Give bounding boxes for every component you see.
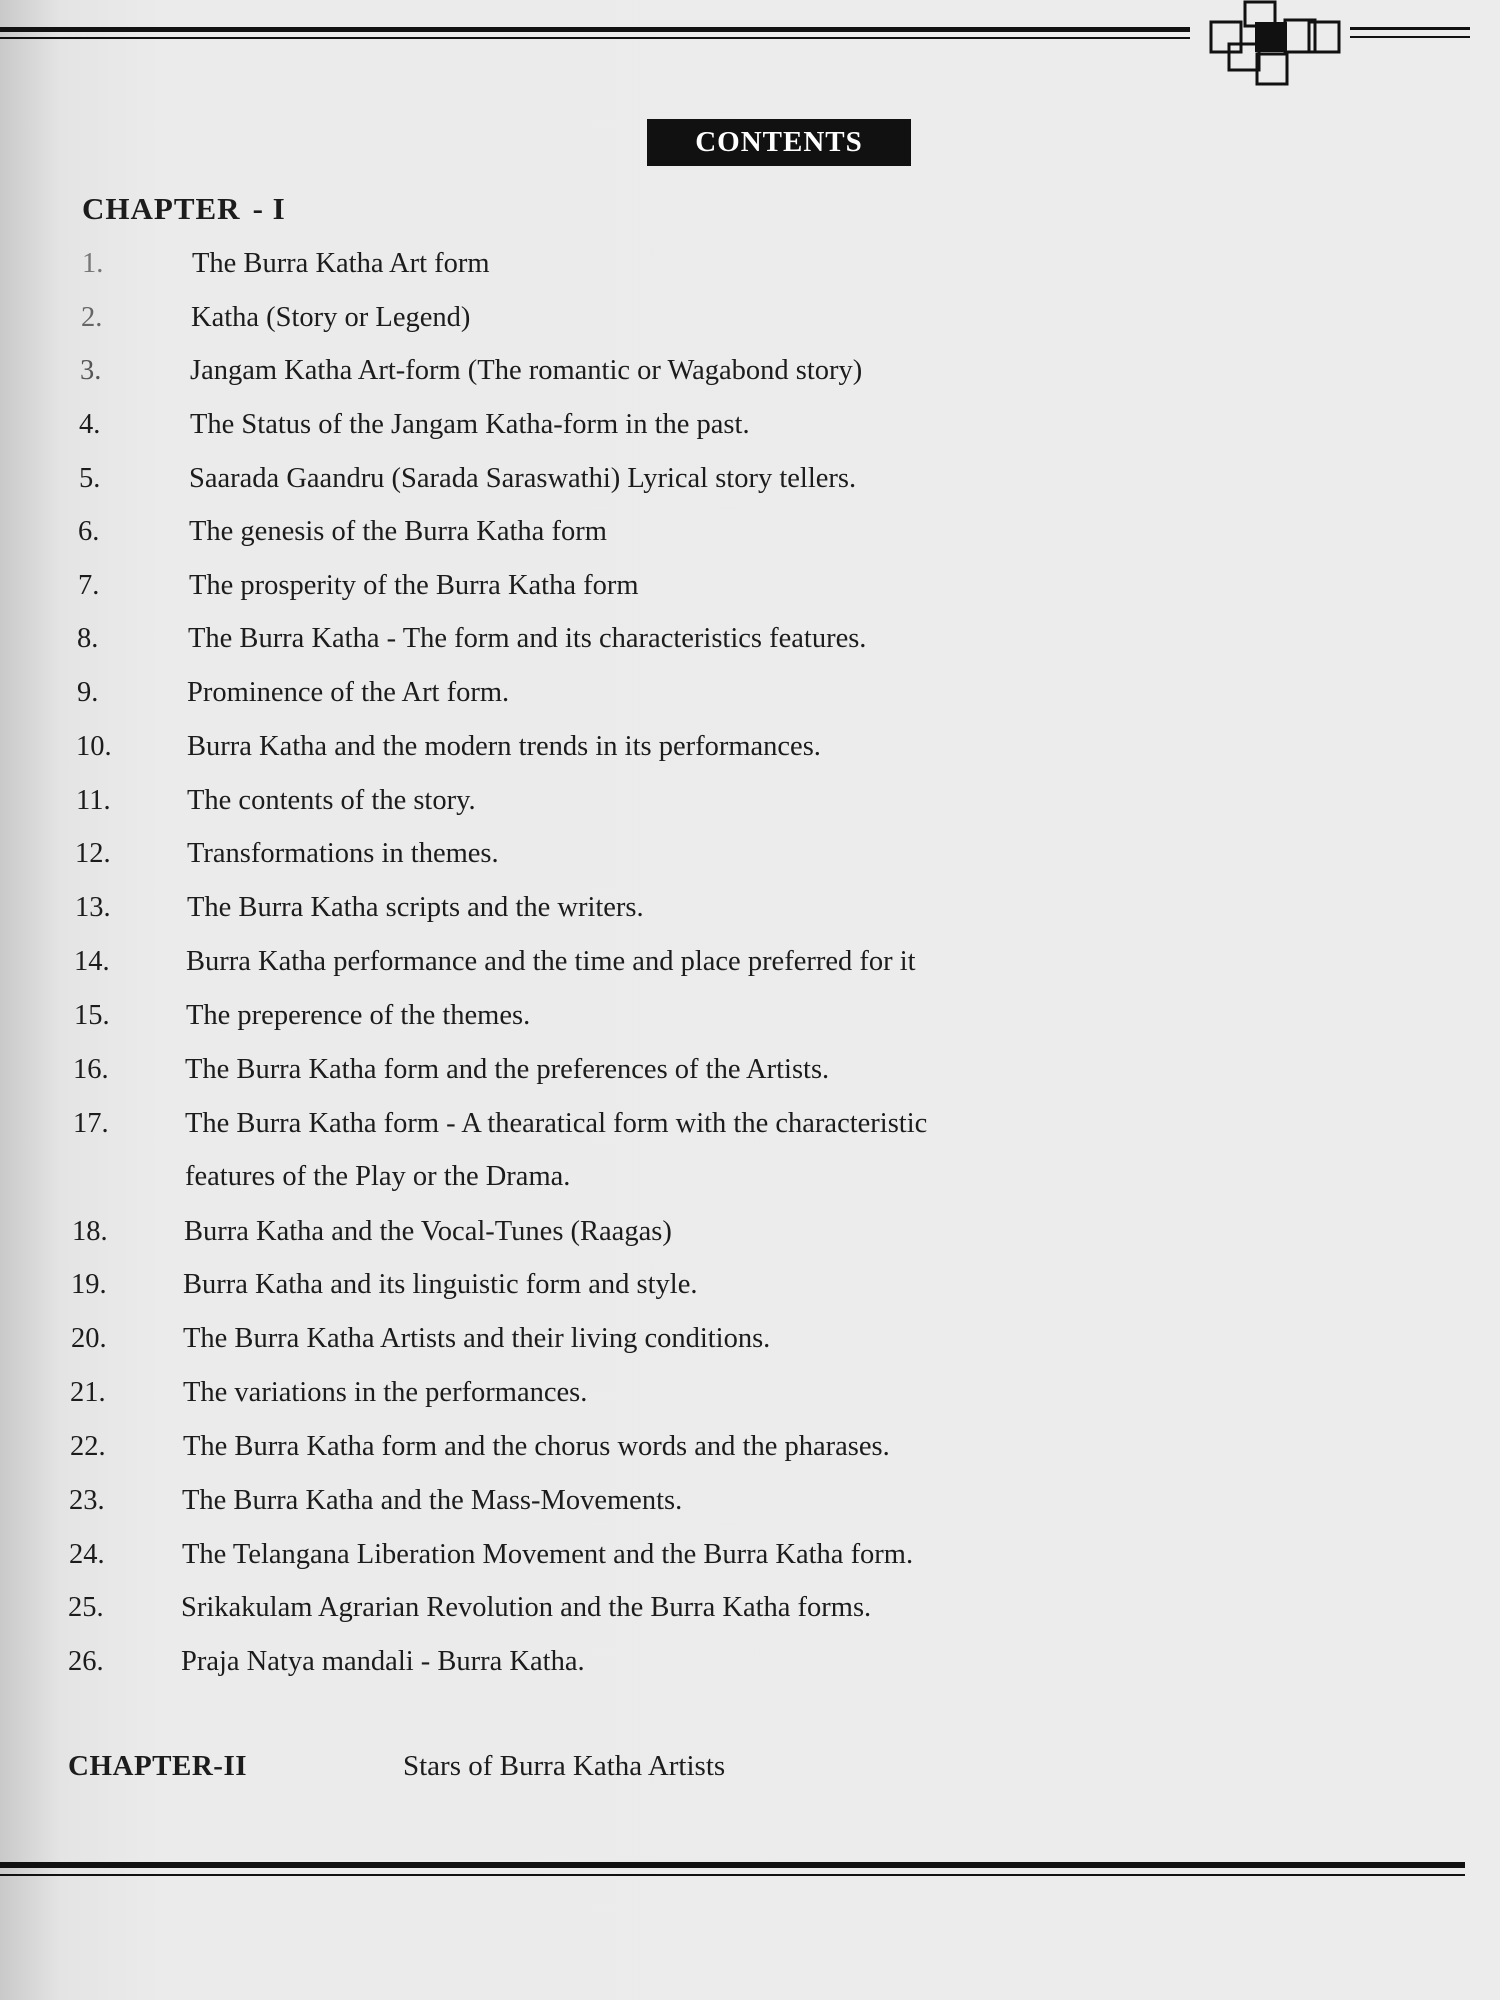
toc-text: The contents of the story.: [187, 785, 476, 816]
toc-number: 2.: [81, 302, 103, 333]
bottom-rule-thin: [0, 1874, 1465, 1876]
toc-text: The Burra Katha Art form: [192, 248, 490, 279]
toc-number: 7.: [78, 570, 100, 601]
toc-text: The Telangana Liberation Movement and the Burra Katha form.: [182, 1539, 914, 1570]
toc-number: 4.: [79, 409, 101, 440]
toc-text: Transformations in themes.: [187, 838, 499, 869]
toc-number: 6.: [78, 516, 100, 547]
toc-text: Srikakulam Agrarian Revolution and the Burra Katha forms.: [181, 1592, 872, 1623]
toc-number: 22.: [70, 1431, 106, 1462]
toc-text: The Burra Katha and the Mass-Movements.: [182, 1485, 683, 1516]
toc-text: Jangam Katha Art-form (The romantic or Wagabond story): [190, 355, 863, 386]
toc-number: 15.: [74, 1000, 110, 1031]
toc-text: Saarada Gaandru (Sarada Saraswathi) Lyrical story tellers.: [189, 463, 857, 494]
toc-number: 26.: [68, 1646, 104, 1677]
bottom-rule-thick: [0, 1862, 1465, 1868]
toc-number: 5.: [79, 463, 101, 494]
toc-text: Burra Katha and the Vocal-Tunes (Raagas): [184, 1216, 672, 1247]
toc-number: 10.: [76, 731, 112, 762]
chapter-1-roman: - I: [252, 191, 286, 226]
toc-text: The Burra Katha form - A thearatical form with the characteristic: [185, 1108, 928, 1139]
chapter-2-entry: [68, 1750, 726, 1783]
toc-text: The Burra Katha form and the chorus words and the pharases.: [183, 1431, 890, 1462]
toc-text: The Burra Katha - The form and its characteristics features.: [188, 623, 867, 654]
toc-text: The Burra Katha scripts and the writers.: [187, 892, 644, 923]
toc-number: 20.: [71, 1323, 107, 1354]
toc-text: The variations in the performances.: [183, 1377, 588, 1408]
toc-number: 12.: [75, 838, 111, 869]
toc-number: 1.: [82, 248, 104, 279]
toc-text: features of the Play or the Drama.: [185, 1161, 571, 1192]
toc-number: 14.: [74, 946, 110, 977]
chapter-2-label: CHAPTER-II: [68, 1750, 248, 1782]
toc-text: Praja Natya mandali - Burra Katha.: [181, 1646, 585, 1677]
toc-number: 23.: [69, 1485, 105, 1516]
toc-text: The preperence of the themes.: [186, 1000, 531, 1031]
toc-text: Katha (Story or Legend): [191, 302, 471, 333]
toc-number: 9.: [77, 677, 99, 708]
contents-heading: CONTENTS: [647, 119, 911, 166]
toc-text: The prosperity of the Burra Katha form: [189, 570, 639, 601]
toc-text: The genesis of the Burra Katha form: [189, 516, 607, 547]
toc-text: Burra Katha and the modern trends in its performances.: [187, 731, 821, 762]
toc-number: 24.: [69, 1539, 105, 1570]
toc-number: 8.: [77, 623, 99, 654]
toc-number: 3.: [80, 355, 102, 386]
toc-number: 16.: [73, 1054, 109, 1085]
toc-text: The Status of the Jangam Katha-form in the past.: [190, 409, 750, 440]
toc-text: The Burra Katha Artists and their living conditions.: [183, 1323, 771, 1354]
toc-number: 25.: [68, 1592, 104, 1623]
toc-text: Burra Katha performance and the time and place preferred for it: [186, 946, 916, 977]
toc-text: Burra Katha and its linguistic form and style.: [183, 1269, 698, 1300]
toc-text: Prominence of the Art form.: [187, 677, 510, 708]
toc-number: 21.: [70, 1377, 106, 1408]
toc-number: 19.: [71, 1269, 107, 1300]
chapter-1-label: CHAPTER: [82, 191, 241, 226]
toc-number: 13.: [75, 892, 111, 923]
toc-number: 18.: [72, 1216, 108, 1247]
toc-number: 17.: [73, 1108, 109, 1139]
toc-number: 11.: [76, 785, 111, 816]
chapter-2-title: Stars of Burra Katha Artists: [403, 1750, 726, 1782]
toc-text: The Burra Katha form and the preferences of the Artists.: [185, 1054, 830, 1085]
